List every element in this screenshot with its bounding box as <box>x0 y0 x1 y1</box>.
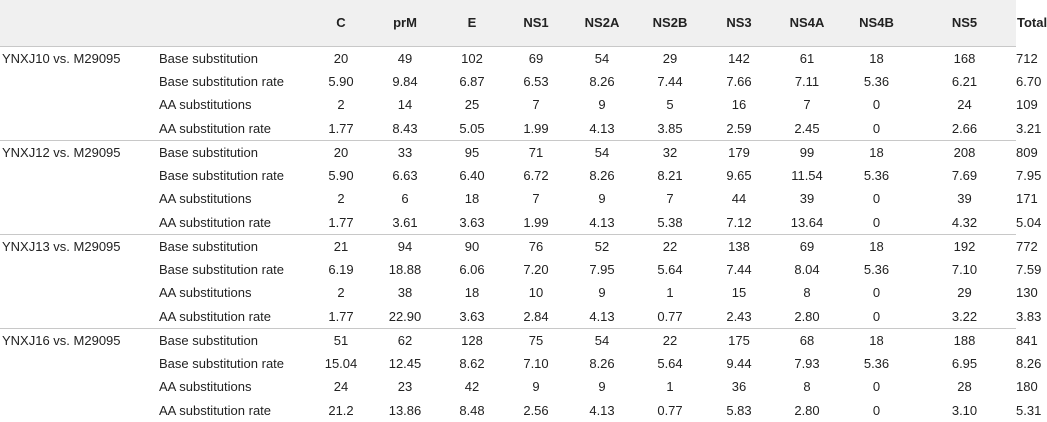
value-cell: 20 <box>312 46 370 70</box>
table-row: AA substitution rate 1.77 3.61 3.63 1.99 4.13 5.38 7.12 13.64 0 4.32 5.04 <box>0 211 1016 235</box>
value-cell: 0 <box>840 281 913 305</box>
value-cell: 7.95 <box>568 258 636 282</box>
value-cell: 5 <box>636 93 704 117</box>
value-cell: 18 <box>840 328 913 352</box>
value-cell: 7 <box>504 93 568 117</box>
value-cell: 7.20 <box>504 258 568 282</box>
value-cell: 0 <box>840 211 913 235</box>
metric-label: AA substitution rate <box>157 117 312 141</box>
metric-label: Base substitution <box>157 46 312 70</box>
value-cell: 29 <box>913 281 1016 305</box>
value-cell: 25 <box>440 93 504 117</box>
value-cell: 21 <box>312 234 370 258</box>
value-cell: 7 <box>504 187 568 211</box>
value-cell: 3.61 <box>370 211 440 235</box>
value-cell: 2 <box>312 93 370 117</box>
header-col-ns5: NS5 <box>913 0 1016 46</box>
value-cell: 24 <box>312 375 370 399</box>
value-cell: 7.66 <box>704 70 774 94</box>
value-cell: 3.22 <box>913 305 1016 329</box>
comparison-cell <box>0 211 157 235</box>
value-cell: 7.12 <box>704 211 774 235</box>
value-cell: 5.90 <box>312 164 370 188</box>
value-cell: 24 <box>913 93 1016 117</box>
value-cell: 208 <box>913 140 1016 164</box>
value-cell: 2.56 <box>504 399 568 422</box>
comparison-cell: YNXJ16 vs. M29095 <box>0 328 157 352</box>
value-cell: 0 <box>840 305 913 329</box>
metric-label: AA substitutions <box>157 375 312 399</box>
value-cell: 0.77 <box>636 305 704 329</box>
metric-label: Base substitution <box>157 234 312 258</box>
value-cell: 16 <box>704 93 774 117</box>
value-cell: 14 <box>370 93 440 117</box>
table-row: AA substitutions 2 6 18 7 9 7 44 39 0 39 171 <box>0 187 1016 211</box>
value-cell: 142 <box>704 46 774 70</box>
value-cell: 75 <box>504 328 568 352</box>
table-row: Base substitution rate 15.04 12.45 8.62 7.10 8.26 5.64 9.44 7.93 5.36 6.95 8.26 <box>0 352 1016 376</box>
value-cell: 0 <box>840 399 913 422</box>
value-cell: 13.86 <box>370 399 440 422</box>
table-row: Base substitution rate 5.90 9.84 6.87 6.53 8.26 7.44 7.66 7.11 5.36 6.21 6.70 <box>0 70 1016 94</box>
metric-label: AA substitutions <box>157 187 312 211</box>
value-cell: 21.2 <box>312 399 370 422</box>
value-cell: 5.83 <box>704 399 774 422</box>
comparison-cell <box>0 93 157 117</box>
value-cell: 39 <box>774 187 840 211</box>
value-cell: 7.93 <box>774 352 840 376</box>
value-cell: 76 <box>504 234 568 258</box>
value-cell: 8 <box>774 375 840 399</box>
metric-label: AA substitution rate <box>157 211 312 235</box>
metric-label: Base substitution rate <box>157 164 312 188</box>
metric-label: Base substitution rate <box>157 258 312 282</box>
value-cell: 33 <box>370 140 440 164</box>
value-cell: 1 <box>636 281 704 305</box>
value-cell: 5.36 <box>840 70 913 94</box>
value-cell: 9 <box>568 187 636 211</box>
value-cell: 6.21 <box>913 70 1016 94</box>
value-cell: 28 <box>913 375 1016 399</box>
value-cell: 7.69 <box>913 164 1016 188</box>
value-cell: 18 <box>840 140 913 164</box>
metric-label: AA substitutions <box>157 281 312 305</box>
value-cell: 90 <box>440 234 504 258</box>
comparison-cell <box>0 281 157 305</box>
value-cell: 1 <box>636 375 704 399</box>
table-row: YNXJ16 vs. M29095 Base substitution 51 62 128 75 54 22 175 68 18 188 841 <box>0 328 1016 352</box>
value-cell: 4.13 <box>568 399 636 422</box>
value-cell: 12.45 <box>370 352 440 376</box>
value-cell: 138 <box>704 234 774 258</box>
value-cell: 52 <box>568 234 636 258</box>
value-cell: 2 <box>312 187 370 211</box>
value-cell: 2.43 <box>704 305 774 329</box>
value-cell: 15.04 <box>312 352 370 376</box>
comparison-cell <box>0 70 157 94</box>
value-cell: 9.44 <box>704 352 774 376</box>
value-cell: 1.77 <box>312 211 370 235</box>
value-cell: 5.90 <box>312 70 370 94</box>
header-empty-comparison <box>0 0 157 46</box>
value-cell: 1.99 <box>504 117 568 141</box>
value-cell: 61 <box>774 46 840 70</box>
value-cell: 22.90 <box>370 305 440 329</box>
value-cell: 49 <box>370 46 440 70</box>
value-cell: 8 <box>774 281 840 305</box>
table-row: AA substitution rate 1.77 8.43 5.05 1.99 4.13 3.85 2.59 2.45 0 2.66 3.21 <box>0 117 1016 141</box>
value-cell: 8.21 <box>636 164 704 188</box>
value-cell: 8.48 <box>440 399 504 422</box>
table-row: AA substitutions 2 14 25 7 9 5 16 7 0 24 109 <box>0 93 1016 117</box>
value-cell: 22 <box>636 328 704 352</box>
value-cell: 29 <box>636 46 704 70</box>
table-row: AA substitutions 2 38 18 10 9 1 15 8 0 29 130 <box>0 281 1016 305</box>
value-cell: 8.26 <box>568 70 636 94</box>
table-row: YNXJ13 vs. M29095 Base substitution 21 94 90 76 52 22 138 69 18 192 772 <box>0 234 1016 258</box>
value-cell: 4.13 <box>568 305 636 329</box>
value-cell: 8.26 <box>568 352 636 376</box>
value-cell: 44 <box>704 187 774 211</box>
value-cell: 128 <box>440 328 504 352</box>
comparison-cell <box>0 352 157 376</box>
table-row: AA substitution rate 21.2 13.86 8.48 2.56 4.13 0.77 5.83 2.80 0 3.10 5.31 <box>0 399 1016 422</box>
value-cell: 4.13 <box>568 117 636 141</box>
metric-label: AA substitutions <box>157 93 312 117</box>
value-cell: 18 <box>840 46 913 70</box>
value-cell: 54 <box>568 140 636 164</box>
metric-label: Base substitution rate <box>157 70 312 94</box>
table-body <box>0 46 1016 422</box>
metric-label: Base substitution rate <box>157 352 312 376</box>
header-col-c: C <box>312 0 370 46</box>
value-cell: 5.36 <box>840 164 913 188</box>
value-cell: 1.77 <box>312 305 370 329</box>
value-cell: 9.65 <box>704 164 774 188</box>
value-cell: 23 <box>370 375 440 399</box>
table-row: YNXJ12 vs. M29095 Base substitution 20 33 95 71 54 32 179 99 18 208 809 <box>0 140 1016 164</box>
value-cell: 36 <box>704 375 774 399</box>
value-cell: 2 <box>312 281 370 305</box>
value-cell: 69 <box>504 46 568 70</box>
value-cell: 95 <box>440 140 504 164</box>
value-cell: 62 <box>370 328 440 352</box>
value-cell: 6 <box>370 187 440 211</box>
value-cell: 7 <box>774 93 840 117</box>
metric-label: Base substitution <box>157 328 312 352</box>
value-cell: 0 <box>840 375 913 399</box>
value-cell: 99 <box>774 140 840 164</box>
comparison-cell: YNXJ12 vs. M29095 <box>0 140 157 164</box>
value-cell: 2.59 <box>704 117 774 141</box>
value-cell: 5.05 <box>440 117 504 141</box>
comparison-cell <box>0 117 157 141</box>
value-cell: 5.36 <box>840 352 913 376</box>
value-cell: 7.44 <box>636 70 704 94</box>
value-cell: 94 <box>370 234 440 258</box>
value-cell: 6.72 <box>504 164 568 188</box>
value-cell: 4.13 <box>568 211 636 235</box>
value-cell: 0 <box>840 117 913 141</box>
value-cell: 1.99 <box>504 211 568 235</box>
value-cell: 5.38 <box>636 211 704 235</box>
value-cell: 10 <box>504 281 568 305</box>
table-row: YNXJ10 vs. M29095 Base substitution 20 49 102 69 54 29 142 61 18 168 712 <box>0 46 1016 70</box>
value-cell: 168 <box>913 46 1016 70</box>
value-cell: 69 <box>774 234 840 258</box>
value-cell: 2.66 <box>913 117 1016 141</box>
value-cell: 9 <box>568 93 636 117</box>
value-cell: 7.10 <box>913 258 1016 282</box>
value-cell: 7.44 <box>704 258 774 282</box>
value-cell: 6.63 <box>370 164 440 188</box>
header-col-ns3: NS3 <box>704 0 774 46</box>
value-cell: 175 <box>704 328 774 352</box>
comparison-cell <box>0 305 157 329</box>
value-cell: 9 <box>568 375 636 399</box>
value-cell: 5.64 <box>636 352 704 376</box>
value-cell: 39 <box>913 187 1016 211</box>
value-cell: 6.40 <box>440 164 504 188</box>
header-col-ns1: NS1 <box>504 0 568 46</box>
value-cell: 4.32 <box>913 211 1016 235</box>
value-cell: 0.77 <box>636 399 704 422</box>
value-cell: 6.53 <box>504 70 568 94</box>
value-cell: 2.80 <box>774 305 840 329</box>
header-row: C prM E NS1 NS2A NS2B NS3 NS4A NS4B NS5 Total <box>0 0 1016 46</box>
value-cell: 3.85 <box>636 117 704 141</box>
value-cell: 7.10 <box>504 352 568 376</box>
table-row: AA substitution rate 1.77 22.90 3.63 2.84 4.13 0.77 2.43 2.80 0 3.22 3.83 <box>0 305 1016 329</box>
value-cell: 15 <box>704 281 774 305</box>
value-cell: 8.26 <box>568 164 636 188</box>
value-cell: 2.84 <box>504 305 568 329</box>
value-cell: 192 <box>913 234 1016 258</box>
value-cell: 9 <box>568 281 636 305</box>
value-cell: 18 <box>840 234 913 258</box>
value-cell: 54 <box>568 46 636 70</box>
value-cell: 3.63 <box>440 211 504 235</box>
value-cell: 51 <box>312 328 370 352</box>
value-cell: 18.88 <box>370 258 440 282</box>
metric-label: Base substitution <box>157 140 312 164</box>
value-cell: 18 <box>440 187 504 211</box>
value-cell: 3.10 <box>913 399 1016 422</box>
value-cell: 9 <box>504 375 568 399</box>
comparison-cell: YNXJ13 vs. M29095 <box>0 234 157 258</box>
header-col-e: E <box>440 0 504 46</box>
value-cell: 20 <box>312 140 370 164</box>
value-cell: 38 <box>370 281 440 305</box>
value-cell: 11.54 <box>774 164 840 188</box>
metric-label: AA substitution rate <box>157 305 312 329</box>
value-cell: 7 <box>636 187 704 211</box>
value-cell: 8.62 <box>440 352 504 376</box>
value-cell: 32 <box>636 140 704 164</box>
comparison-cell <box>0 187 157 211</box>
value-cell: 13.64 <box>774 211 840 235</box>
value-cell: 8.04 <box>774 258 840 282</box>
value-cell: 6.19 <box>312 258 370 282</box>
value-cell: 68 <box>774 328 840 352</box>
value-cell: 0 <box>840 93 913 117</box>
value-cell: 1.77 <box>312 117 370 141</box>
value-cell: 179 <box>704 140 774 164</box>
value-cell: 5.36 <box>840 258 913 282</box>
header-col-ns4b: NS4B <box>840 0 913 46</box>
header-col-prm: prM <box>370 0 440 46</box>
value-cell: 0 <box>840 187 913 211</box>
header-col-ns4a: NS4A <box>774 0 840 46</box>
header-empty-metric <box>157 0 312 46</box>
table-row: Base substitution rate 6.19 18.88 6.06 7.20 7.95 5.64 7.44 8.04 5.36 7.10 7.59 <box>0 258 1016 282</box>
metric-label: AA substitution rate <box>157 399 312 422</box>
value-cell: 54 <box>568 328 636 352</box>
value-cell: 22 <box>636 234 704 258</box>
value-cell: 102 <box>440 46 504 70</box>
value-cell: 6.06 <box>440 258 504 282</box>
comparison-cell: YNXJ10 vs. M29095 <box>0 46 157 70</box>
header-col-ns2a: NS2A <box>568 0 636 46</box>
value-cell: 9.84 <box>370 70 440 94</box>
comparison-cell <box>0 399 157 422</box>
comparison-cell <box>0 375 157 399</box>
value-cell: 7.11 <box>774 70 840 94</box>
comparison-cell <box>0 258 157 282</box>
value-cell: 2.45 <box>774 117 840 141</box>
value-cell: 6.87 <box>440 70 504 94</box>
table-row: AA substitutions 24 23 42 9 9 1 36 8 0 28 180 <box>0 375 1016 399</box>
value-cell: 2.80 <box>774 399 840 422</box>
value-cell: 18 <box>440 281 504 305</box>
value-cell: 188 <box>913 328 1016 352</box>
value-cell: 42 <box>440 375 504 399</box>
value-cell: 3.63 <box>440 305 504 329</box>
value-cell: 71 <box>504 140 568 164</box>
value-cell: 6.95 <box>913 352 1016 376</box>
table-row: Base substitution rate 5.90 6.63 6.40 6.72 8.26 8.21 9.65 11.54 5.36 7.69 7.95 <box>0 164 1016 188</box>
value-cell: 8.43 <box>370 117 440 141</box>
value-cell: 5.64 <box>636 258 704 282</box>
comparison-cell <box>0 164 157 188</box>
header-col-ns2b: NS2B <box>636 0 704 46</box>
